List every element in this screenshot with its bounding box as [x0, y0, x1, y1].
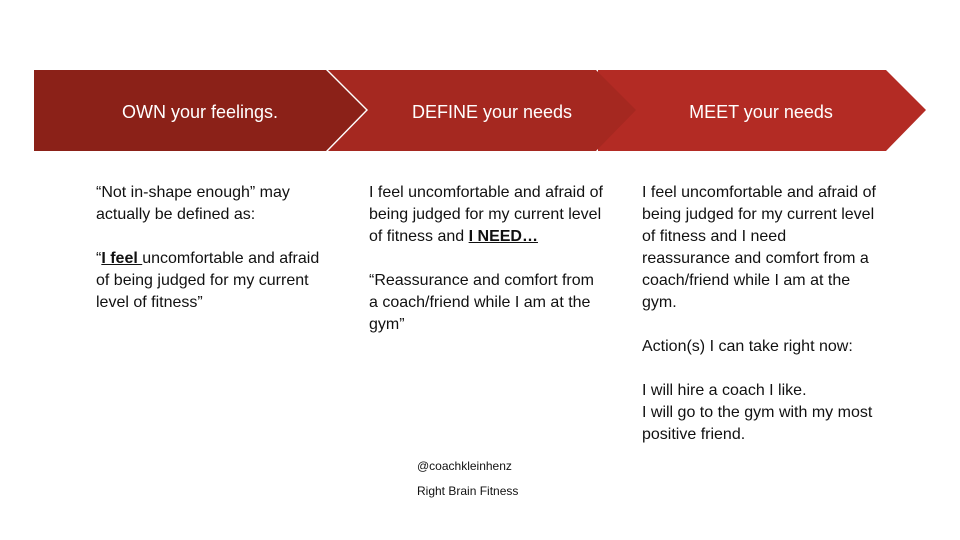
- i-need-emphasis: I NEED…: [468, 228, 538, 245]
- meet-paragraph-1: I feel uncomfortable and afraid of being judged for my current level of fitness and I need reassurance and comfort from a coach/friend while I am at the gym.: [642, 184, 876, 311]
- own-paragraph-2-rest: uncomfortable and afraid of being judged for my current level of fitness”: [96, 250, 320, 311]
- define-paragraph-2: “Reassurance and comfort from a coach/friend while I am at the gym”: [369, 272, 594, 333]
- own-paragraph-2: [96, 248, 336, 314]
- footer-handle: @coachkleinhenz: [417, 459, 512, 473]
- step-1-title: OWN your feelings.: [121, 102, 279, 122]
- define-paragraph-1-text: I feel uncomfortable and afraid of being judged for my current level of fitness and: [369, 184, 603, 245]
- meet-column: [642, 182, 878, 468]
- open-quote: “: [96, 250, 102, 267]
- footer-brand: Right Brain Fitness: [417, 484, 519, 498]
- meet-paragraph-2: Action(s) I can take right now:: [642, 338, 853, 355]
- action-2: I will go to the gym with my most positive friend.: [642, 404, 873, 443]
- meet-paragraph-3: [642, 380, 878, 446]
- own-paragraph-1: “Not in-shape enough” may actually be defined as:: [96, 184, 290, 223]
- action-1: I will hire a coach I like.: [642, 382, 807, 399]
- step-3-title: MEET your needs: [689, 102, 833, 122]
- i-feel-emphasis: I feel: [101, 250, 143, 267]
- own-column: [96, 182, 336, 336]
- define-paragraph-1: [369, 182, 605, 248]
- define-column: [369, 182, 605, 358]
- step-2-title: DEFINE your needs: [411, 102, 573, 122]
